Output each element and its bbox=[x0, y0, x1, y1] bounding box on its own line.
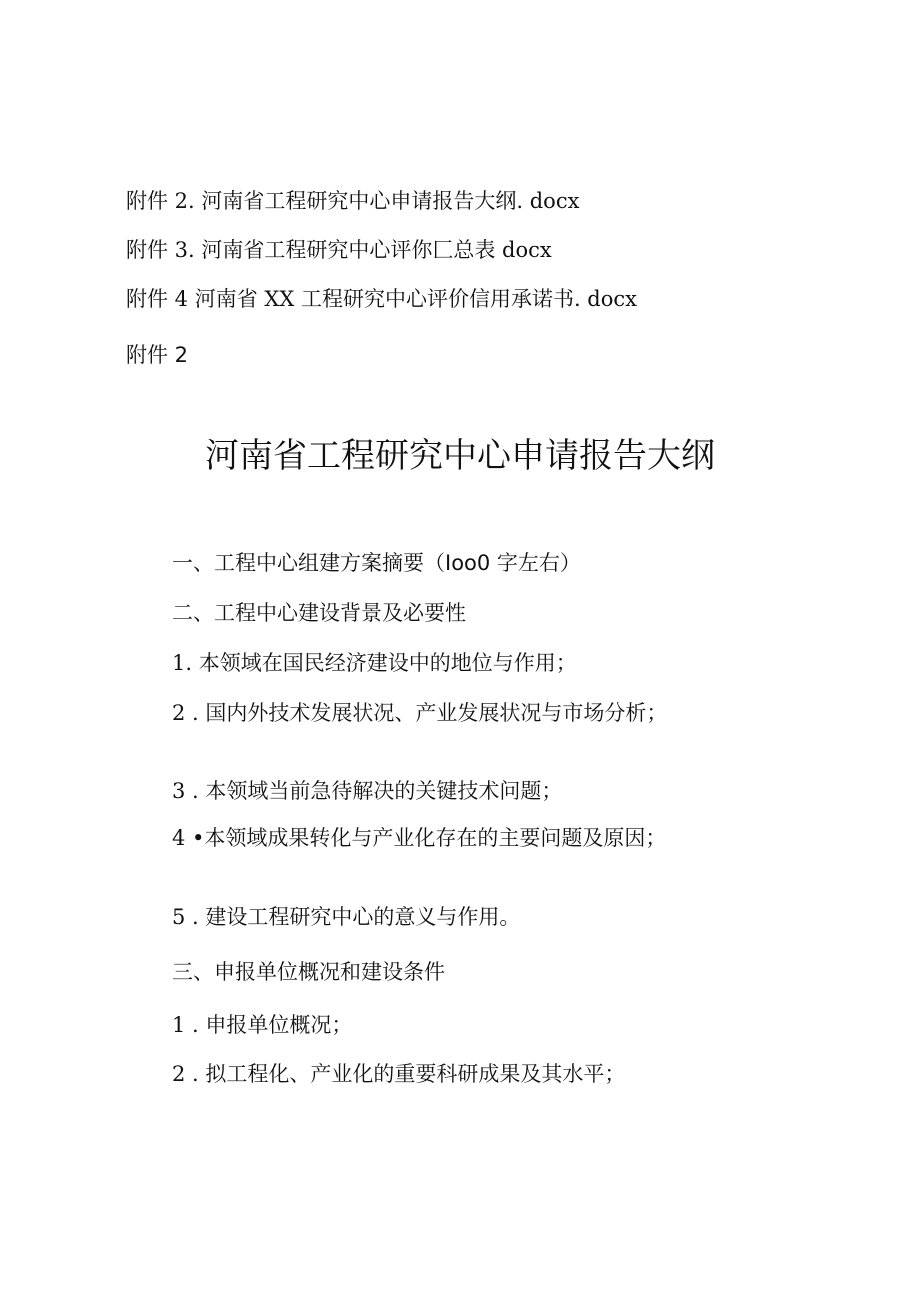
list-item-3-2: 2 . 拟工程化、产业化的重要科研成果及其水平； bbox=[172, 1062, 626, 1086]
list-item-2-2: 2 . 国内外技术发展状况、产业发展状况与市场分析； bbox=[172, 701, 668, 725]
attachment-line-3: 附件 3. 河南省工程研究中心评你匚总表 docx bbox=[126, 238, 552, 262]
section-heading-3: 三、申报单位概况和建设条件 bbox=[172, 960, 445, 984]
section-heading-2: 二、工程中心建设背景及必要性 bbox=[172, 601, 466, 625]
list-item-2-1: 1. 本领域在国民经济建设中的地位与作用； bbox=[172, 651, 577, 675]
attachment-line-4: 附件 4 河南省 XX 工程研究中心评价信用承诺书. docx bbox=[126, 287, 638, 311]
list-item-2-5: 5 . 建设工程研究中心的意义与作用。 bbox=[172, 905, 521, 929]
list-item-2-3: 3 . 本领域当前急待解决的关键技术问题； bbox=[172, 779, 563, 803]
list-item-3-1: 1 . 申报单位概况； bbox=[172, 1013, 353, 1037]
section-heading-1: 一、工程中心组建方案摘要（Ioo0 字左右） bbox=[172, 551, 581, 575]
list-item-2-4: 4 •本领域成果转化与产业化存在的主要问题及原因； bbox=[172, 826, 667, 850]
attachment-label: 附件 2 bbox=[126, 343, 189, 367]
attachment-line-2: 附件 2. 河南省工程研究中心申请报告大纲. docx bbox=[126, 189, 580, 213]
document-title: 河南省工程研究中心申请报告大纲 bbox=[205, 436, 715, 476]
